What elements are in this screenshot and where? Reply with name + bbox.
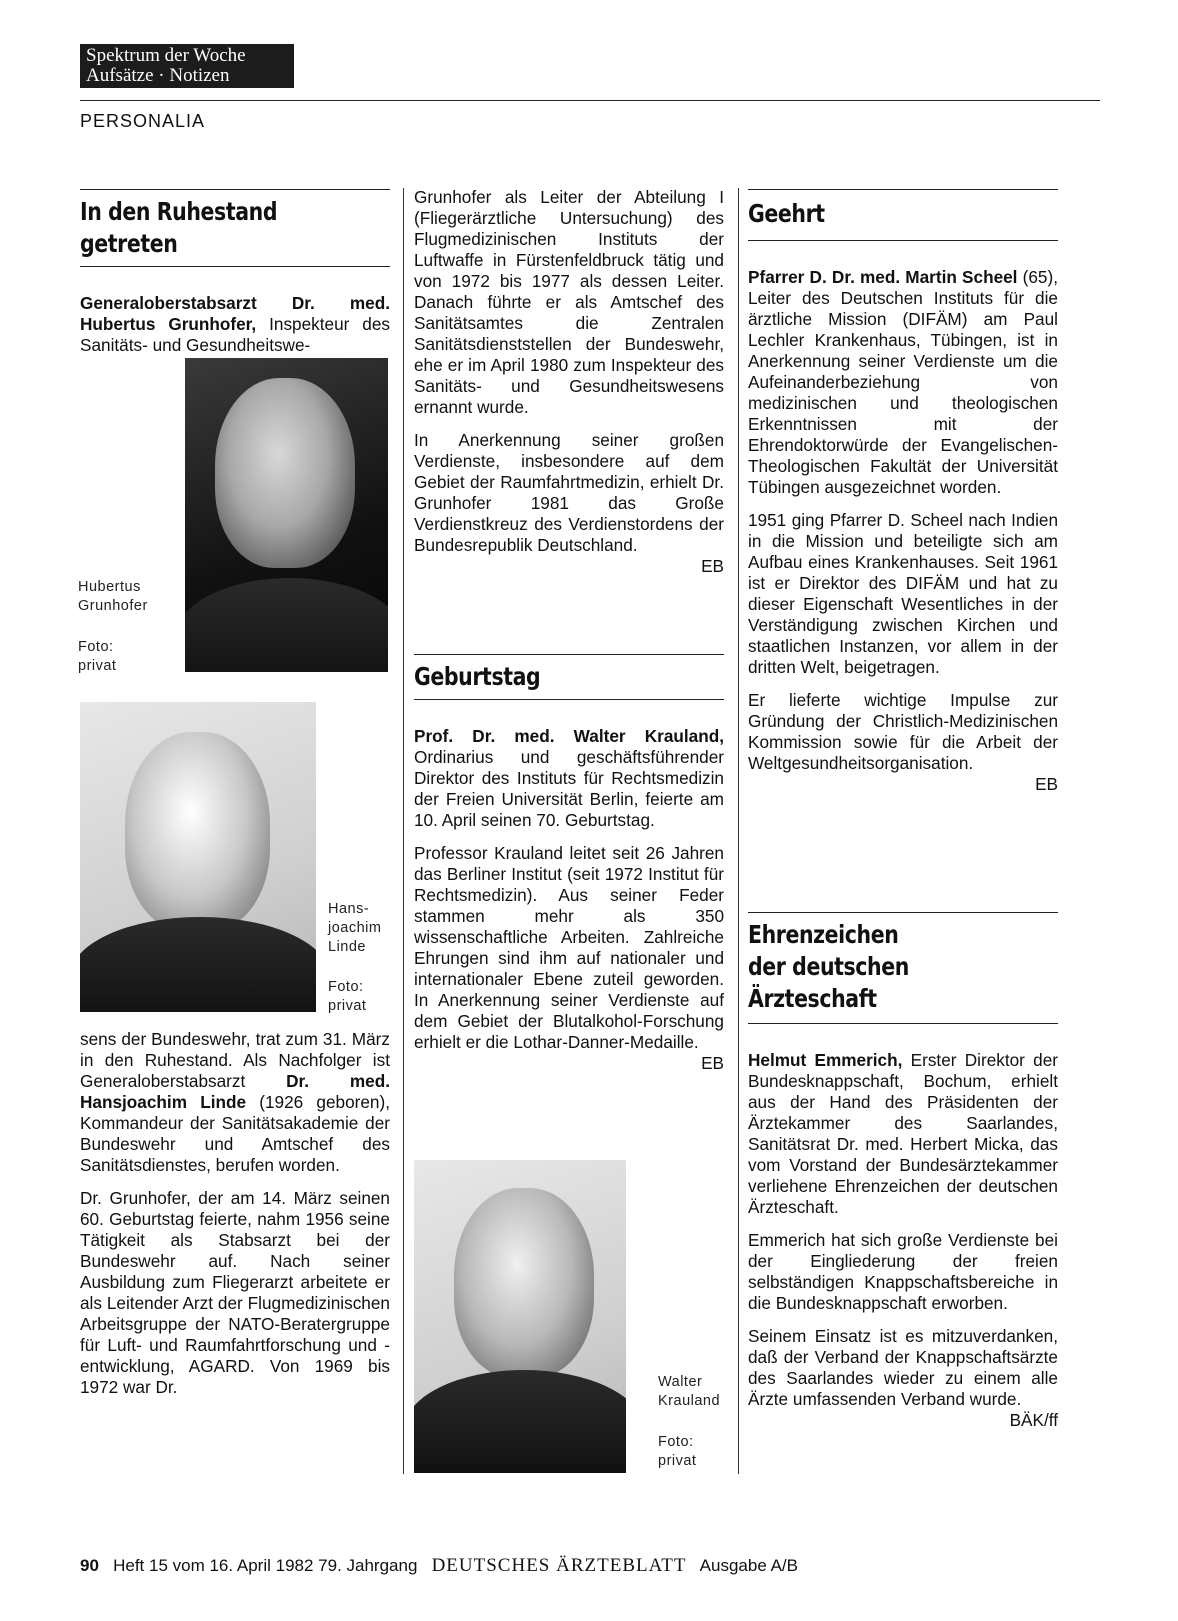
page-footer	[80, 1555, 798, 1577]
photo-caption: Hubertus Grunhofer	[78, 579, 148, 614]
article-title: Ehrenzeichen	[748, 920, 899, 949]
author-signature: EB	[1035, 774, 1058, 794]
article-paragraph: 1951 ging Pfarrer D. Scheel nach Indien in die Mission und beteiligte sich am Aufbau eines Krankenhauses. Seit 1961 ist er Direktor des DIFÄM und hat zu dieser Eigenschaft Wesentliches in der Verständigung zwischen Kirchen und staatlichen Instanzen, vor allem in der dritten Welt, beigetragen.	[748, 510, 1058, 677]
top-rule	[80, 100, 1100, 101]
article-paragraph: Emmerich hat sich große Verdienste bei der Eingliederung der freien selbständigen Knappschaftsbereiche in die Bundesknappschaft erworben.	[748, 1230, 1058, 1313]
article-paragraph: Generaloberstabsarzt Dr. med. Hubertus Grunhofer, Inspekteur des Sanitäts- und Gesundheitswe-	[80, 293, 390, 355]
article-title: der deutschen Ärzteschaft	[748, 952, 909, 1013]
person-name: Pfarrer D. Dr. med. Martin Scheel	[748, 267, 1018, 287]
person-name: Dr. med. Hansjoachim Linde	[80, 1071, 390, 1112]
article-paragraph: Grunhofer als Leiter der Abteilung I (Fliegerärztliche Untersuchung) des Flugmedizinischen Instituts der Luftwaffe in Fürstenfeldbruck tätig und von 1972 bis 1977 als dessen Leiter. Danach führte er als Amtschef des Sanitätsamtes die Zentralen Sanitätsdienststellen der Bundeswehr, ehe er im April 1980 zum Inspekteur des Sanitäts- und Gesundheitswesens ernannt wurde.	[414, 187, 724, 417]
rule	[748, 240, 1058, 241]
header-line-2: Aufsätze · Notizen	[86, 65, 230, 86]
edition-label: Ausgabe A/B	[699, 1556, 798, 1575]
article-paragraph: Pfarrer D. Dr. med. Martin Scheel (65), Leiter des Deutschen Instituts für die ärztliche Mission (DIFÄM) am Paul Lechler Krankenhaus, Tübingen, ist in Anerkennung seiner Verdienste um die Aufeinanderbeziehung von medizinischen und theologischen Erkenntnissen mit der Ehrendoktorwürde der Evangelischen-Theologischen Fakultät der Universität Tübingen ausgezeichnet worden.	[748, 267, 1058, 497]
person-name: Prof. Dr. med. Walter Krauland,	[414, 726, 724, 746]
person-name: Generaloberstabsarzt Dr. med. Hubertus Grunhofer,	[80, 293, 390, 334]
article-retirement-col2	[414, 187, 724, 589]
photo-caption: Hans- joachim Linde	[328, 901, 382, 955]
article-paragraph: Dr. Grunhofer, der am 14. März seinen 60. Geburtstag feierte, nahm 1956 seine Tätigkeit als Stabsarzt bei der Bundeswehr auf. Nach seiner Ausbildung zum Fliegerarzt arbeitete er als Leitender Arzt der Flugmedizinischen Arbeitsgruppe der NATO-Beratergruppe für Luft- und Raumfahrtforschung und -entwicklung, AGARD. Von 1969 bis 1972 war Dr.	[80, 1188, 390, 1397]
section-label: PERSONALIA	[80, 111, 206, 131]
article-paragraph: sens der Bundeswehr, trat zum 31. März in den Ruhestand. Als Nachfolger ist Generaloberstabsarzt Dr. med. Hansjoachim Linde (1926 geboren), Kommandeur der Sanitätsakademie der Bundeswehr und Amtschef des Sanitätsdienstes, berufen worden.	[80, 1029, 390, 1175]
column-divider	[403, 188, 404, 1474]
article-paragraph: Seinem Einsatz ist es mitzuverdanken, daß der Verband der Knappschaftsärzte des Saarlandes wieder zu einem alle Ärzte umfassenden Verband wurde. BÄK/ff	[748, 1326, 1058, 1430]
photo-credit: Foto: privat	[658, 1434, 697, 1469]
article-retirement-col1	[80, 189, 390, 356]
column-divider	[738, 188, 739, 1474]
photo-caption: Walter Krauland	[658, 1374, 721, 1409]
rule	[414, 699, 724, 700]
article-title: Geburtstag	[414, 662, 541, 691]
rule	[80, 189, 390, 190]
article-paragraph: In Anerkennung seiner großen Verdienste, insbesondere auf dem Gebiet der Raumfahrtmedizin, erhielt Dr. Grunhofer 1981 das Große Verdienstkreuz des Verdienstordens der Bundesrepublik Deutschland. EB	[414, 430, 724, 576]
article-title: Geehrt	[748, 199, 825, 228]
section-header-box	[80, 44, 294, 88]
author-signature: BÄK/ff	[1009, 1410, 1058, 1430]
page-number: 90	[80, 1556, 99, 1575]
person-name: Helmut Emmerich,	[748, 1050, 903, 1070]
rule	[748, 189, 1058, 190]
portrait-photo-krauland	[414, 1160, 626, 1473]
rule	[748, 912, 1058, 913]
article-paragraph: Helmut Emmerich, Erster Direktor der Bundesknappschaft, Bochum, erhielt aus der Hand des Präsidenten der Ärztekammer des Saarlandes, Sanitätsrat Dr. med. Herbert Micka, das vom Vorstand der Bundesärztekammer verliehene Ehrenzeichen der deutschen Ärzteschaft.	[748, 1050, 1058, 1217]
article-paragraph: Er lieferte wichtige Impulse zur Gründung der Christlich-Medizinischen Kommission sowie für die Arbeit der Weltgesundheitsorganisation. EB	[748, 690, 1058, 794]
photo-credit: Foto: privat	[78, 639, 117, 674]
article-decoration	[748, 912, 1058, 1443]
rule	[414, 654, 724, 655]
article-honored	[748, 189, 1058, 807]
article-retirement-col1-bottom	[80, 1029, 390, 1398]
header-line-1: Spektrum der Woche	[86, 45, 246, 66]
author-signature: EB	[701, 556, 724, 576]
author-signature: EB	[701, 1053, 724, 1073]
article-title: In den Ruhestand getreten	[80, 197, 278, 258]
photo-credit: Foto: privat	[328, 979, 367, 1014]
article-birthday	[414, 654, 724, 1086]
portrait-photo-linde	[80, 702, 316, 1012]
rule	[80, 266, 390, 267]
article-paragraph: Professor Krauland leitet seit 26 Jahren das Berliner Institut (seit 1972 Institut für Rechtsmedizin). Aus seiner Feder stammen mehr als 350 wissenschaftliche Arbeiten. Zahlreiche Ehrungen sind ihm auf nationaler und internationaler Ebene zuteil geworden. In Anerkennung seiner Verdienste auf dem Gebiet der Blutalkohol-Forschung erhielt er die Lothar-Danner-Medaille. EB	[414, 843, 724, 1073]
issue-info: Heft 15 vom 16. April 1982 79. Jahrgang	[113, 1556, 418, 1575]
rule	[748, 1023, 1058, 1024]
article-paragraph: Prof. Dr. med. Walter Krauland, Ordinarius und geschäftsführender Direktor des Instituts für Rechtsmedizin der Freien Universität Berlin, feierte am 10. April seinen 70. Geburtstag.	[414, 726, 724, 830]
magazine-name: DEUTSCHES ÄRZTEBLATT	[431, 1555, 687, 1576]
portrait-photo-grunhofer	[185, 358, 388, 672]
